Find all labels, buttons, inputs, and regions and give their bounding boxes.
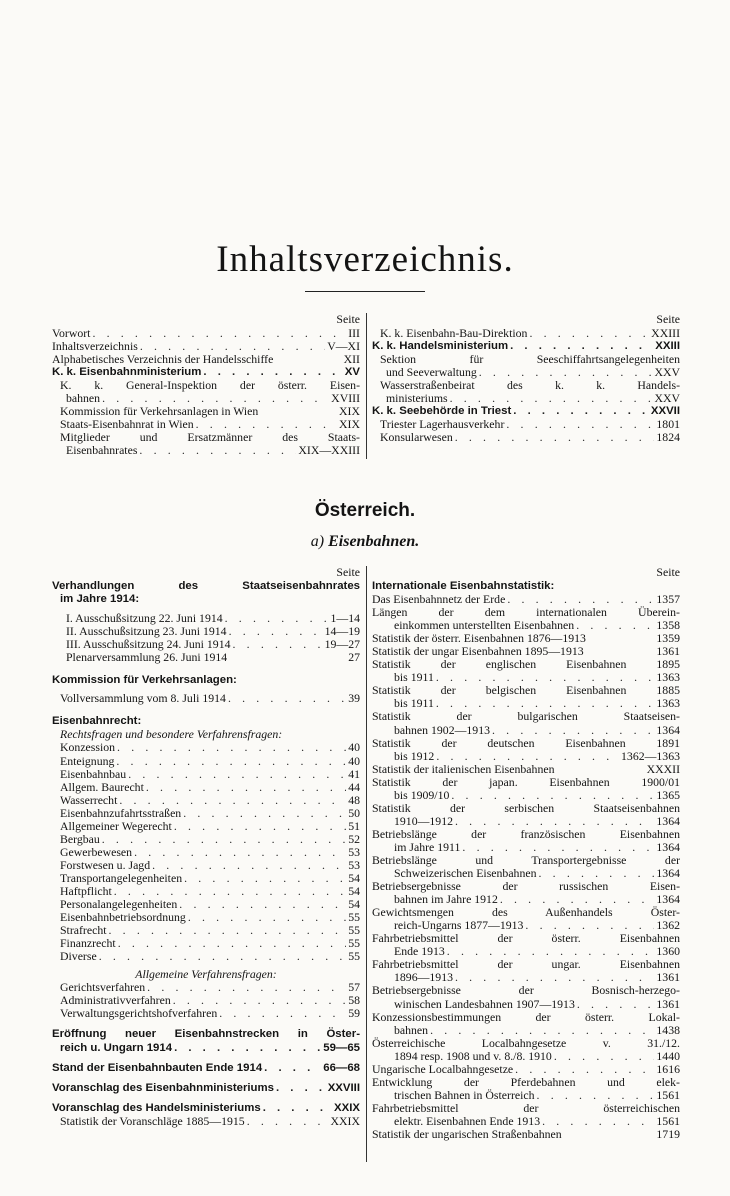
section-title: Österreich. xyxy=(314,500,416,521)
toc-entry-konzession[interactable]: Konzession . . . 40 xyxy=(52,741,360,754)
toc-entry-general-inspektion-line1: K. k. General-Inspektion der österr. Eisen- xyxy=(60,378,360,393)
toc-entry-baurecht[interactable]: Allgem. Baurecht . . . 44 xyxy=(52,781,360,794)
toc-entry-bulgarische[interactable]: bahnen 1902—1913 . . . 1364 xyxy=(372,724,680,737)
toc-entry-belgische-line1: Statistik der belgischen Eisenbahnen 1885 xyxy=(372,683,680,698)
toc-entry-fahrbetrieb-oesterr-line1: Fahrbetriebsmittel der österr. Eisenbahnen xyxy=(372,931,680,946)
toc-entry-diverse[interactable]: Diverse . . . 55 xyxy=(52,950,360,963)
toc-entry-inhaltsverzeichnis[interactable]: Inhaltsverzeichnis . . . V—XI xyxy=(52,340,360,353)
toc-entry-franzoesische[interactable]: im Jahre 1911 . . . 1364 xyxy=(372,841,680,854)
toc-entry-wegerecht[interactable]: Allgemeiner Wegerecht . . . 51 xyxy=(52,820,360,833)
toc-entry-strafrecht[interactable]: Strafrecht . . . 55 xyxy=(52,924,360,937)
subheading-verfahrensfragen: Allgemeine Verfahrensfragen: xyxy=(135,967,277,982)
front-left-column xyxy=(52,313,360,457)
toc-entry-vwgh-verfahren[interactable]: Verwaltungsgerichtshofverfahren . . . 59 xyxy=(52,1007,360,1020)
toc-entry-forstwesen[interactable]: Forstwesen u. Jagd . . . 53 xyxy=(52,859,360,872)
toc-entry-fahrbetrieb-elektr[interactable]: elektr. Eisenbahnen Ende 1913 . . . 1561 xyxy=(372,1115,680,1128)
subsection-title xyxy=(0,533,730,551)
toc-entry-englische-line1: Statistik der englischen Eisenbahnen 1895 xyxy=(372,657,680,672)
toc-entry-russische-line1: Betriebsergebnisse der russischen Eisen- xyxy=(372,879,680,894)
toc-entry-pferdebahnen[interactable]: trischen Bahnen in Österreich . . . 1561 xyxy=(372,1089,680,1102)
toc-entry-belgische[interactable]: bis 1911 . . . 1363 xyxy=(372,697,680,710)
subheading-rechtsfragen: Rechtsfragen und besondere Verfahrensfragen: xyxy=(60,727,283,742)
toc-entry-konsularwesen[interactable]: Konsularwesen . . . 1824 xyxy=(372,431,680,444)
toc-entry-eroeffnung-line1: Eröffnung neuer Eisenbahnstrecken in Öster- xyxy=(52,1028,360,1041)
heading-internationale-statistik: Internationale Eisenbahnstatistik: xyxy=(372,580,555,592)
toc-entry-konzessionsbestimmungen[interactable]: bahnen . . . 1438 xyxy=(372,1024,680,1037)
toc-entry-bergbau[interactable]: Bergbau . . . 52 xyxy=(52,833,360,846)
toc-entry-general-inspektion[interactable]: bahnen . . . XVIII xyxy=(52,392,360,405)
toc-entry-gewerbewesen[interactable]: Gewerbewesen . . . 53 xyxy=(52,846,360,859)
main-right-column xyxy=(372,566,680,1141)
toc-entry-bosnisch-line1: Betriebsergebnisse der Bosnisch-herzego- xyxy=(372,983,680,998)
toc-entry-statistik-oesterr[interactable]: Statistik der österr. Eisenbahnen 1876—1913 1359 xyxy=(372,631,680,646)
toc-entry-fahrbetrieb-ungar[interactable]: 1896—1913 . . . 1361 xyxy=(372,971,680,984)
page-title: Inhaltsverzeichnis. xyxy=(216,239,514,280)
toc-entry-betriebsordnung[interactable]: Eisenbahnbetriebsordnung . . . 55 xyxy=(52,911,360,924)
toc-entry-statistik-voranschlaege[interactable]: Statistik der Voranschläge 1885—1915 . . . XXIX xyxy=(52,1115,360,1128)
toc-entry-pferdebahnen-line1: Entwicklung der Pferdebahnen und elek- xyxy=(372,1074,680,1089)
toc-entry-franzoesische-line1: Betriebslänge der französischen Eisenbahnen xyxy=(372,826,680,841)
toc-entry-schweizerische-line1: Betriebslänge und Transportergebnisse der xyxy=(372,852,680,867)
toc-entry-ausschuss-2[interactable]: II. Ausschußsitzung 23. Juni 1914 . . . 14—19 xyxy=(52,625,360,638)
toc-entry-wasserrecht[interactable]: Wasserrecht . . . 48 xyxy=(52,794,360,807)
toc-entry-alphabetisches-verzeichnis[interactable]: Alphabetisches Verzeichnis der Handelsschiffe XII xyxy=(52,352,360,367)
toc-entry-konzessionsbestimmungen-line1: Konzessionsbestimmungen der österr. Lokal- xyxy=(372,1009,680,1024)
heading-verhandlungen: im Jahre 1914: xyxy=(60,593,140,606)
toc-entry-wasserstrassenbeirat[interactable]: ministeriums . . . XXV xyxy=(372,392,680,405)
toc-entry-handelsministerium[interactable]: K. k. Handelsministerium . . . XXIII xyxy=(372,340,680,353)
toc-entry-eisenbahnministerium[interactable]: K. k. Eisenbahnministerium . . . XV xyxy=(52,366,360,379)
heading-kommission: Kommission für Verkehrsanlagen: xyxy=(52,674,237,687)
toc-entry-bosnisch[interactable]: winischen Landesbahnen 1907—1913 . . . 1361 xyxy=(372,998,680,1011)
toc-entry-seebehoerde[interactable]: K. k. Seebehörde in Triest . . . XXVII xyxy=(372,405,680,418)
title-rule xyxy=(305,291,425,292)
toc-entry-haftpflicht[interactable]: Haftpflicht . . . 54 xyxy=(52,885,360,898)
front-right-column xyxy=(372,313,680,444)
toc-entry-ungar-localbahngesetze[interactable]: Ungarische Localbahngesetze . . . 1616 xyxy=(372,1063,680,1076)
toc-entry-kommission-verkehrsanlagen[interactable]: Kommission für Verkehrsanlagen in Wien XIX xyxy=(60,404,360,419)
toc-entry-transport[interactable]: Transportangelegenheiten . . . 54 xyxy=(52,872,360,885)
toc-entry-ausschuss-3[interactable]: III. Ausschußsitzung 24. Juni 1914 . . . 19—27 xyxy=(52,638,360,651)
toc-entry-deutsche-line1: Statistik der deutschen Eisenbahnen 1891 xyxy=(372,735,680,750)
toc-entry-sektion[interactable]: und Seeverwaltung . . . XXV xyxy=(372,366,680,379)
subsection-prefix: a) xyxy=(310,533,325,550)
toc-entry-fahrbetrieb-ungar-line1: Fahrbetriebsmittel der ungar. Eisenbahnen xyxy=(372,957,680,972)
toc-entry-eisenbahnnetz[interactable]: Das Eisenbahnnetz der Erde . . . 1357 xyxy=(372,593,680,606)
toc-entry-voranschlag-handel[interactable]: Voranschlag des Handelsministeriums . . . XXIX xyxy=(52,1102,360,1115)
toc-entry-englische[interactable]: bis 1911 . . . 1363 xyxy=(372,671,680,684)
seite-label: Seite xyxy=(656,312,680,326)
toc-entry-bau-direktion[interactable]: K. k. Eisenbahn-Bau-Direktion . . . XXIII xyxy=(372,327,680,340)
column-divider xyxy=(366,313,367,459)
heading-verhandlungen-line1: Verhandlungen des Staatseisenbahnrates xyxy=(52,580,360,592)
toc-entry-laengen-line1: Längen der dem internationalen Überein- xyxy=(372,605,680,620)
toc-entry-strassenbahnen[interactable]: Statistik der ungarischen Straßenbahnen 1719 xyxy=(372,1126,680,1141)
toc-entry-gerichtsverfahren[interactable]: Gerichtsverfahren . . . 57 xyxy=(52,981,360,994)
toc-entry-vorwort[interactable]: Vorwort . . . III xyxy=(52,327,360,340)
toc-entry-ausschuss-1[interactable]: I. Ausschußsitzung 22. Juni 1914 . . . 1—14 xyxy=(52,612,360,625)
toc-entry-aussenhandel-line1: Gewichtsmengen des Außenhandels Öster- xyxy=(372,905,680,920)
toc-entry-wasserstrassenbeirat-line1: Wasserstraßenbeirat des k. k. Handels- xyxy=(380,378,680,393)
toc-entry-eroeffnung[interactable]: reich u. Ungarn 1914 . . . 59—65 xyxy=(52,1042,360,1055)
toc-entry-enteignung[interactable]: Enteignung . . . 40 xyxy=(52,755,360,768)
toc-entry-plenarversammlung[interactable]: Plenarversammlung 26. Juni 1914 27 xyxy=(66,650,360,665)
toc-entry-fahrbetrieb-oesterr[interactable]: Ende 1913 . . . 1360 xyxy=(372,945,680,958)
toc-entry-voranschlag-eisenbahn[interactable]: Voranschlag des Eisenbahnministeriums . . . XXVIII xyxy=(52,1082,360,1095)
toc-entry-schweizerische[interactable]: Schweizerischen Eisenbahnen . . . 1364 xyxy=(372,867,680,880)
toc-entry-personal[interactable]: Personalangelegenheiten . . . 54 xyxy=(52,898,360,911)
toc-entry-stand-eisenbahnbauten[interactable]: Stand der Eisenbahnbauten Ende 1914 . . . 66—68 xyxy=(52,1062,360,1075)
toc-entry-serbische-line1: Statistik der serbischen Staatseisenbahnen xyxy=(372,800,680,815)
toc-entry-italienische[interactable]: Statistik der italienischen Eisenbahnen XXXII xyxy=(372,761,680,776)
toc-entry-fahrbetrieb-elektr-line1: Fahrbetriebsmittel der österreichischen xyxy=(372,1100,680,1115)
toc-entry-laengen[interactable]: einkommen unterstellten Eisenbahnen . . . 1358 xyxy=(372,619,680,632)
toc-entry-sektion-line1: Sektion für Seeschiffahrtsangelegenheiten xyxy=(380,352,680,367)
main-left-column xyxy=(52,566,360,1128)
toc-entry-vollversammlung[interactable]: Vollversammlung vom 8. Juli 1914 . . . 39 xyxy=(52,692,360,705)
toc-entry-localbahngesetze-line1: Österreichische Localbahngesetze v. 31./12. xyxy=(372,1035,680,1050)
toc-entry-eisenbahnbau[interactable]: Eisenbahnbau . . . 41 xyxy=(52,768,360,781)
toc-entry-finanzrecht[interactable]: Finanzrecht . . . 55 xyxy=(52,937,360,950)
toc-entry-statistik-ungar[interactable]: Statistik der ungar Eisenbahnen 1895—1913 1361 xyxy=(372,644,680,659)
toc-entry-localbahngesetze[interactable]: 1894 resp. 1908 und v. 8./8. 1910 . . . 1440 xyxy=(372,1050,680,1063)
seite-label: Seite xyxy=(336,565,360,579)
toc-entry-bulgarische-line1: Statistik der bulgarischen Staatseisen- xyxy=(372,709,680,724)
toc-entry-administrativverfahren[interactable]: Administrativverfahren . . . 58 xyxy=(52,994,360,1007)
toc-entry-deutsche[interactable]: bis 1912 . . . 1362—1363 xyxy=(372,750,680,763)
seite-label: Seite xyxy=(656,565,680,579)
toc-entry-russische[interactable]: bahnen im Jahre 1912 . . . 1364 xyxy=(372,893,680,906)
subsection-name: Eisenbahnen. xyxy=(328,533,420,550)
heading-eisenbahnrecht: Eisenbahnrecht: xyxy=(52,715,142,728)
toc-entry-serbische[interactable]: 1910—1912 . . . 1364 xyxy=(372,815,680,828)
toc-entry-japan-line1: Statistik der japan. Eisenbahnen 1900/01 xyxy=(372,774,680,789)
toc-entry-japan[interactable]: bis 1909/10 . . . 1365 xyxy=(372,789,680,802)
seite-label: Seite xyxy=(336,312,360,326)
toc-entry-staats-eisenbahnrat[interactable]: Staats-Eisenbahnrat in Wien . . . XIX xyxy=(52,418,360,431)
toc-entry-aussenhandel[interactable]: reich-Ungarns 1877—1913 . . . 1362 xyxy=(372,919,680,932)
toc-entry-mitglieder[interactable]: Eisenbahnrates . . . XIX—XXIII xyxy=(52,444,360,457)
column-divider xyxy=(366,566,367,1162)
toc-entry-zufahrtsstrassen[interactable]: Eisenbahnzufahrtsstraßen . . . 50 xyxy=(52,807,360,820)
toc-entry-lagerhausverkehr[interactable]: Triester Lagerhausverkehr . . . 1801 xyxy=(372,418,680,431)
toc-entry-mitglieder-line1: Mitglieder und Ersatzmänner des Staats- xyxy=(60,430,360,445)
